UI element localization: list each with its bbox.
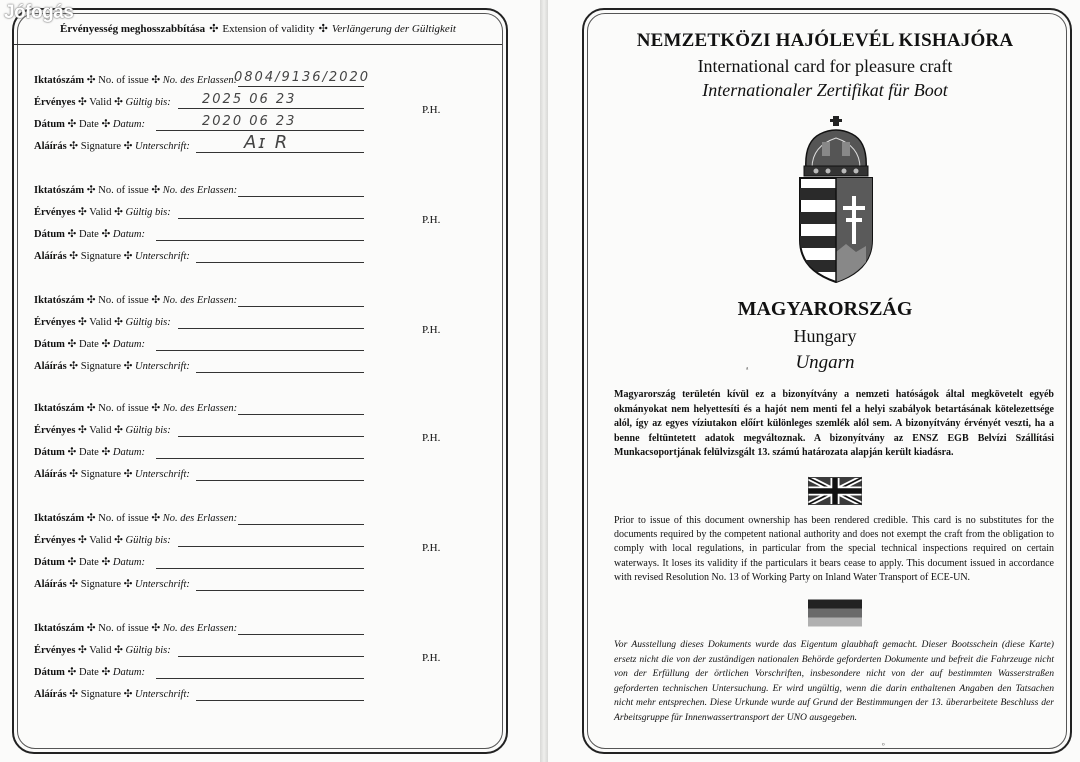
stamp-placeholder: P.H. [422, 104, 441, 116]
issue-number-field[interactable] [238, 306, 364, 307]
issue-number-row: Iktatószám ✣ No. of issue ✣ No. des Erlassen: [34, 398, 474, 420]
header-de: Verlängerung der Gültigkeit [331, 23, 456, 35]
date-field[interactable] [156, 458, 364, 459]
hungarian-coat-of-arms-icon [796, 112, 876, 284]
issue-number-field[interactable] [238, 524, 364, 525]
signature-row: Aláírás ✣ Signature ✣ Unterschrift: [34, 246, 474, 268]
shield-icon [800, 178, 872, 282]
issue-number-row: Iktatószám ✣ No. of issue ✣ No. des Erlassen: [34, 618, 474, 640]
date-row: Dátum ✣ Date ✣ Datum: [34, 552, 474, 574]
site-watermark: Jófogás [4, 2, 74, 23]
valid-until-row: Érvényes ✣ Valid ✣ Gültig bis: [34, 530, 474, 552]
signature-field[interactable] [196, 372, 364, 373]
notice-paragraph-hu: Magyarország területén kívül ez a bizonyítvány a nemzeti hatóságok által megkövetelt egyéb okmányokat nem helyettesíti és a hajót nem menti fel a helyi szabályok betartásának kötelezettsége alól, így az egyes víziutakon előírt különleges szemlék alól sem. A bizonyítvány érvényét veszti, ha a benne feltüntetett adatok megváltoznak. A bizonyítvány az ENSZ EGB Belvízi Szállítási Munkacsoportjának felülvizsgált 13. számú határozata alapján került kiadásra. [614, 389, 1054, 459]
issue-number-row: Iktatószám ✣ No. of issue ✣ No. des Erlassen: [34, 290, 474, 312]
extension-entry [34, 398, 474, 486]
handwritten-valid-until: 2025 06 23 [202, 92, 297, 107]
valid-until-field[interactable] [178, 656, 364, 657]
valid-until-row: Érvényes ✣ Valid ✣ Gültig bis: [34, 312, 474, 334]
valid-until-field[interactable] [178, 436, 364, 437]
card-title-en: International card for pleasure craft [697, 56, 953, 76]
valid-until-row: Érvényes ✣ Valid ✣ Gültig bis: [34, 640, 474, 662]
country-name-en: Hungary [793, 326, 857, 346]
stamp-placeholder: P.H. [422, 432, 441, 444]
extension-entry [34, 70, 474, 158]
issue-number-field[interactable] [238, 634, 364, 635]
country-name-de: Ungarn [795, 352, 855, 373]
issue-number-row: Iktatószám ✣ No. of issue ✣ No. des Erlassen: [34, 508, 474, 530]
notice-paragraph-de: Vor Ausstellung dieses Dokuments wurde das Eigentum glaubhaft gemacht. Dieser Bootsschein (diese Karte) ersetz nicht die von der zuständigen nationalen Behörde geforderten Dokumente und befreit die Fahrzeuge nicht von der Erfüllung der örtlichen Vorschriften, insbesondere nicht von der auf bestimmten Wasserstraßen geforderten technischen Untersuchung. Er wird ungültig, wenn die darin enthaltenen Angaben den Tatsachen nicht mehr entsprechen. Diese Urkunde wurde auf Grund der Bestimmungen der 13. überarbeitete Beschluss der Arbeitsgruppe für Innenwassertransport der UNO ausgegeben. [614, 639, 1054, 723]
signature-row: Aláírás ✣ Signature ✣ Unterschrift: [34, 356, 474, 378]
date-row: Dátum ✣ Date ✣ Datum: [34, 442, 474, 464]
valid-until-row: Érvényes ✣ Valid ✣ Gültig bis: [34, 420, 474, 442]
handwritten-issue-number: 0804/9136/2020 [234, 70, 371, 85]
issue-number-field[interactable] [238, 196, 364, 197]
header-hu: Érvényesség meghosszabbítása [60, 23, 206, 35]
card-title-de: Internationaler Zertifikat für Boot [702, 80, 948, 100]
issue-number-field[interactable] [238, 86, 364, 87]
issue-number-field[interactable] [238, 414, 364, 415]
extension-header: Érvényesség meghosszabbítása ✣ Extension of validity ✣ Verlängerung der Gültigkeit [14, 14, 502, 45]
uk-flag-icon [808, 476, 862, 506]
stamp-placeholder: P.H. [422, 542, 441, 554]
booklet-spine [540, 0, 548, 762]
date-field[interactable] [156, 568, 364, 569]
country-name-hu: MAGYARORSZÁG [737, 298, 913, 320]
signature-row: Aláírás ✣ Signature ✣ Unterschrift: Aɪ R [34, 136, 474, 158]
valid-until-field[interactable] [178, 218, 364, 219]
handwritten-date: 2020 06 23 [202, 114, 297, 129]
signature-field[interactable] [196, 262, 364, 263]
stamp-placeholder: P.H. [422, 652, 441, 664]
issue-number-row: Iktatószám ✣ No. of issue ✣ No. des Erlassen: 0804/9136/2020 [34, 70, 371, 86]
valid-until-field[interactable] [178, 328, 364, 329]
date-field[interactable] [156, 678, 364, 679]
date-field[interactable] [156, 240, 364, 241]
extension-entry [34, 618, 474, 706]
valid-until-row: Érvényes ✣ Valid ✣ Gültig bis: 2025 06 23 [34, 92, 474, 114]
extension-entry [34, 290, 474, 378]
date-row: Dátum ✣ Date ✣ Datum: [34, 334, 474, 356]
signature-field[interactable] [196, 590, 364, 591]
issue-number-row: Iktatószám ✣ No. of issue ✣ No. des Erlassen: [34, 180, 474, 202]
signature-row: Aláírás ✣ Signature ✣ Unterschrift: [34, 574, 474, 596]
signature-field[interactable] [196, 480, 364, 481]
date-row: Dátum ✣ Date ✣ Datum: 2020 06 23 [34, 114, 474, 136]
handwritten-signature: Aɪ R [244, 132, 290, 153]
stamp-placeholder: P.H. [422, 214, 441, 226]
notice-paragraph-en: Prior to issue of this document ownership has been rendered credible. This card is no substitutes for the documents required by the competent national authority and does not exempt the craft from the obligation to comply with local regulations, in particular from the special technical inspections required on certain waterways. It loses its validity if the particulars it bears cease to apply. This document issued in accordance with revised Resolution No. 13 of Working Party on Inland Water Transport of ECE-UN. [614, 515, 1054, 583]
date-field[interactable] [156, 350, 364, 351]
valid-until-field[interactable] [178, 546, 364, 547]
header-en: Extension of validity [222, 23, 315, 35]
date-field[interactable] [156, 130, 364, 131]
extension-entry [34, 508, 474, 596]
holy-crown-icon [804, 116, 868, 176]
extension-entry [34, 180, 474, 268]
stamp-placeholder: P.H. [422, 324, 441, 336]
valid-until-row: Érvényes ✣ Valid ✣ Gültig bis: [34, 202, 474, 224]
date-row: Dátum ✣ Date ✣ Datum: [34, 224, 474, 246]
date-row: Dátum ✣ Date ✣ Datum: [34, 662, 474, 684]
signature-field[interactable] [196, 700, 364, 701]
card-title-hu: NEMZETKÖZI HAJÓLEVÉL KISHAJÓRA [636, 30, 1014, 51]
valid-until-field[interactable] [178, 108, 364, 109]
signature-row: Aláírás ✣ Signature ✣ Unterschrift: [34, 684, 474, 706]
german-flag-icon [808, 598, 862, 628]
signature-row: Aláírás ✣ Signature ✣ Unterschrift: [34, 464, 474, 486]
